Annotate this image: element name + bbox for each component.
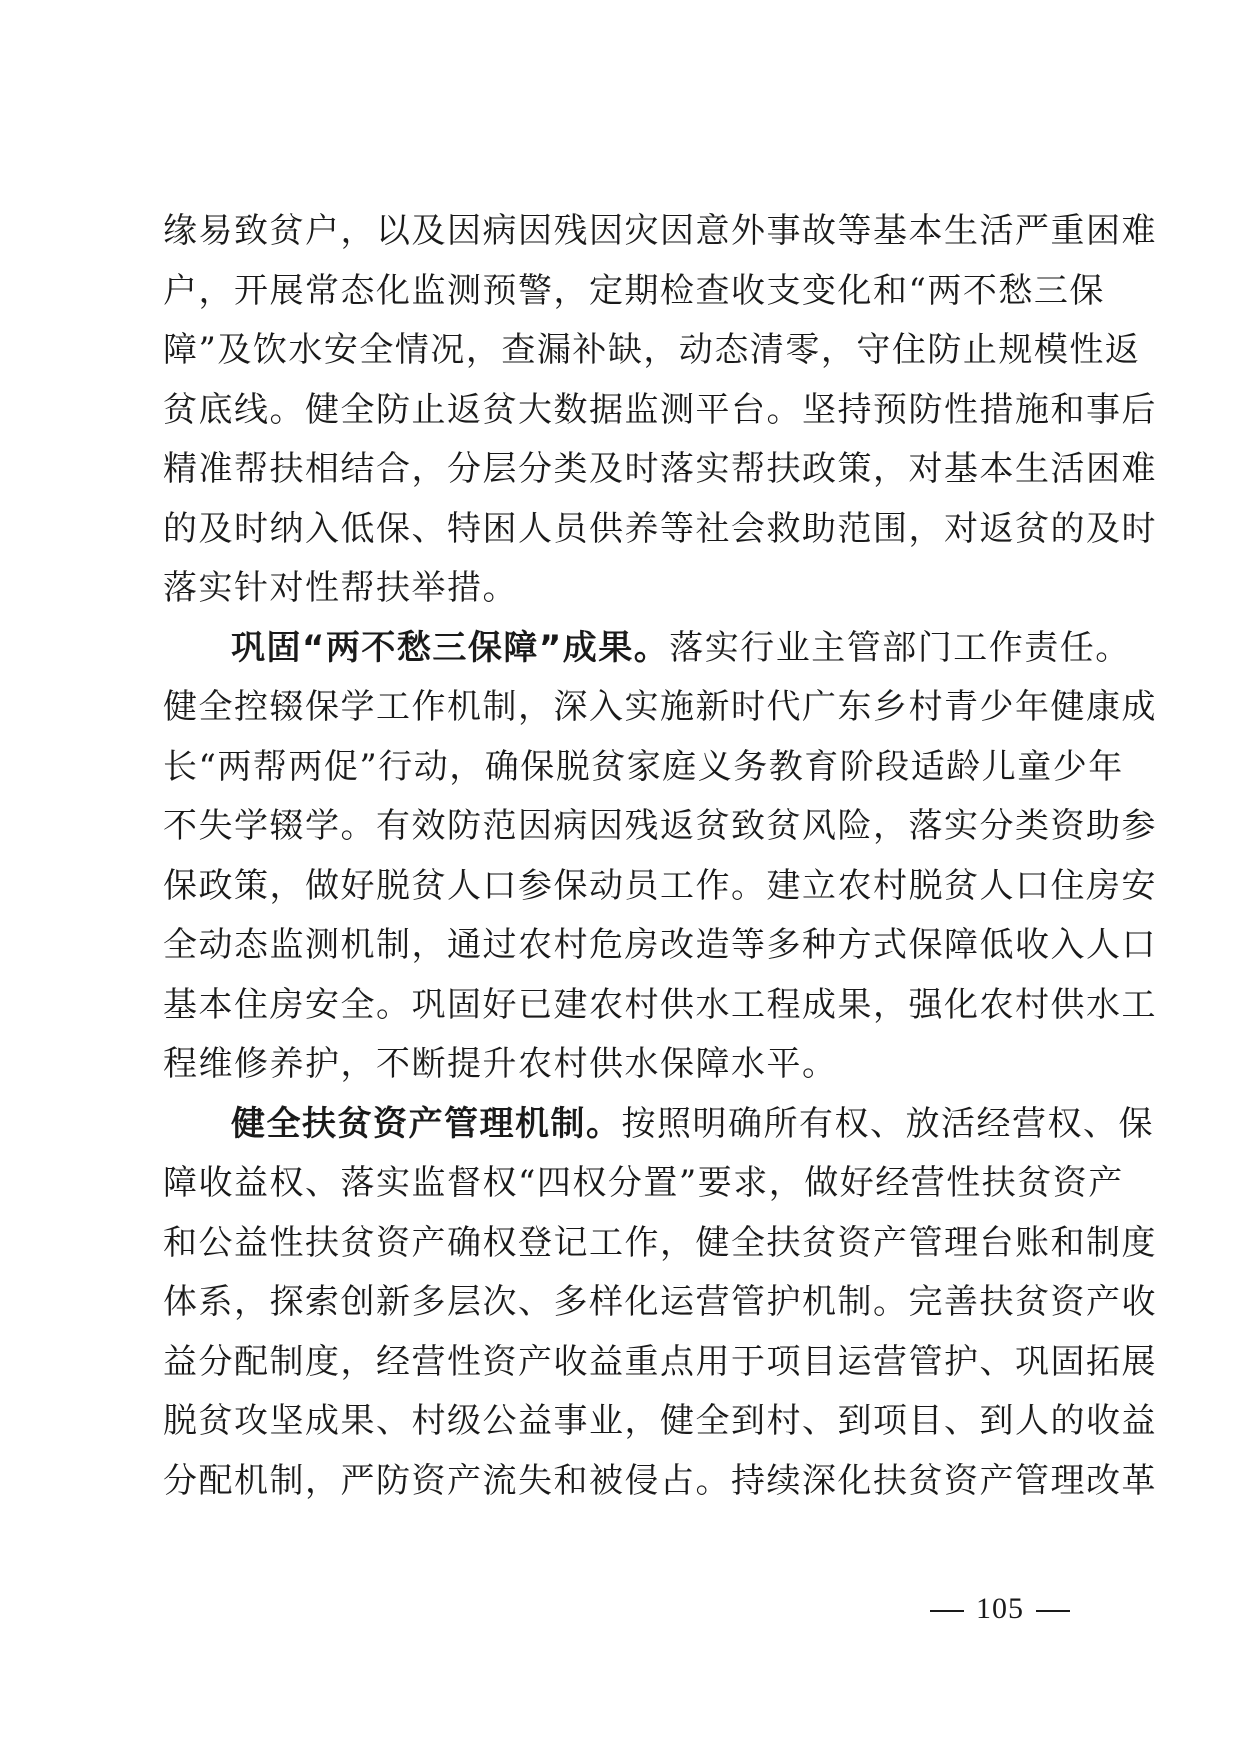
dash-left <box>930 1610 964 1612</box>
dash-right <box>1036 1610 1070 1612</box>
page-number-value: 105 <box>976 1592 1024 1625</box>
paragraph-2 <box>163 619 1157 1095</box>
text-fragment: 按照明确所有权、放活经营权、保 <box>621 1103 1154 1144</box>
text-line: 长“两帮两促”行动，确保脱贫家庭义务教育阶段适龄儿童少年 <box>163 746 1124 787</box>
text-line: 户，开展常态化监测预警，定期检查收支变化和“两不愁三保 <box>163 270 1105 311</box>
text-line <box>163 1095 1154 1155</box>
text-line: 分配机制，严防资产流失和被侵占。持续深化扶贫资产管理改革 <box>163 1460 1157 1501</box>
text-line: 脱贫攻坚成果、村级公益事业，健全到村、到项目、到人的收益 <box>163 1401 1157 1441</box>
body-text <box>163 202 1157 1511</box>
text-line: 不失学辍学。有效防范因病因残返贫致贫风险，落实分类资助参 <box>163 806 1157 846</box>
text-line: 益分配制度，经营性资产收益重点用于项目运营管护、巩固拓展 <box>163 1341 1157 1382</box>
page-number <box>918 1589 1082 1629</box>
text-line: 贫底线。健全防止返贫大数据监测平台。坚持预防性措施和事后 <box>163 389 1157 430</box>
text-line <box>163 619 1131 679</box>
text-line: 全动态监测机制，通过农村危房改造等多种方式保障低收入人口 <box>163 925 1157 965</box>
text-line: 健全控辍保学工作机制，深入实施新时代广东乡村青少年健康成 <box>163 687 1157 727</box>
section-heading: 巩固“两不愁三保障”成果。 <box>231 627 670 668</box>
section-heading: 健全扶贫资产管理机制。 <box>231 1103 622 1144</box>
text-line: 障收益权、落实监督权“四权分置”要求，做好经营性扶贫资产 <box>163 1163 1124 1203</box>
text-line: 保政策，做好脱贫人口参保动员工作。建立农村脱贫人口住房安 <box>163 865 1157 906</box>
text-line: 落实针对性帮扶举措。 <box>163 568 518 608</box>
paragraph-1 <box>163 202 1157 619</box>
text-line: 和公益性扶贫资产确权登记工作，健全扶贫资产管理台账和制度 <box>163 1222 1157 1263</box>
text-line: 的及时纳入低保、特困人员供养等社会救助范围，对返贫的及时 <box>163 508 1157 549</box>
text-line: 障”及饮水安全情况，查漏补缺，动态清零，守住防止规模性返 <box>163 330 1141 370</box>
text-line: 缘易致贫户，以及因病因残因灾因意外事故等基本生活严重困难 <box>163 211 1157 251</box>
paragraph-3 <box>163 1095 1157 1512</box>
text-fragment: 落实行业主管部门工作责任。 <box>669 627 1131 668</box>
text-line: 体系，探索创新多层次、多样化运营管护机制。完善扶贫资产收 <box>163 1282 1157 1322</box>
text-line: 程维修养护，不断提升农村供水保障水平。 <box>163 1044 838 1084</box>
text-line: 基本住房安全。巩固好已建农村供水工程成果，强化农村供水工 <box>163 984 1157 1025</box>
text-line: 精准帮扶相结合，分层分类及时落实帮扶政策，对基本生活困难 <box>163 449 1157 489</box>
